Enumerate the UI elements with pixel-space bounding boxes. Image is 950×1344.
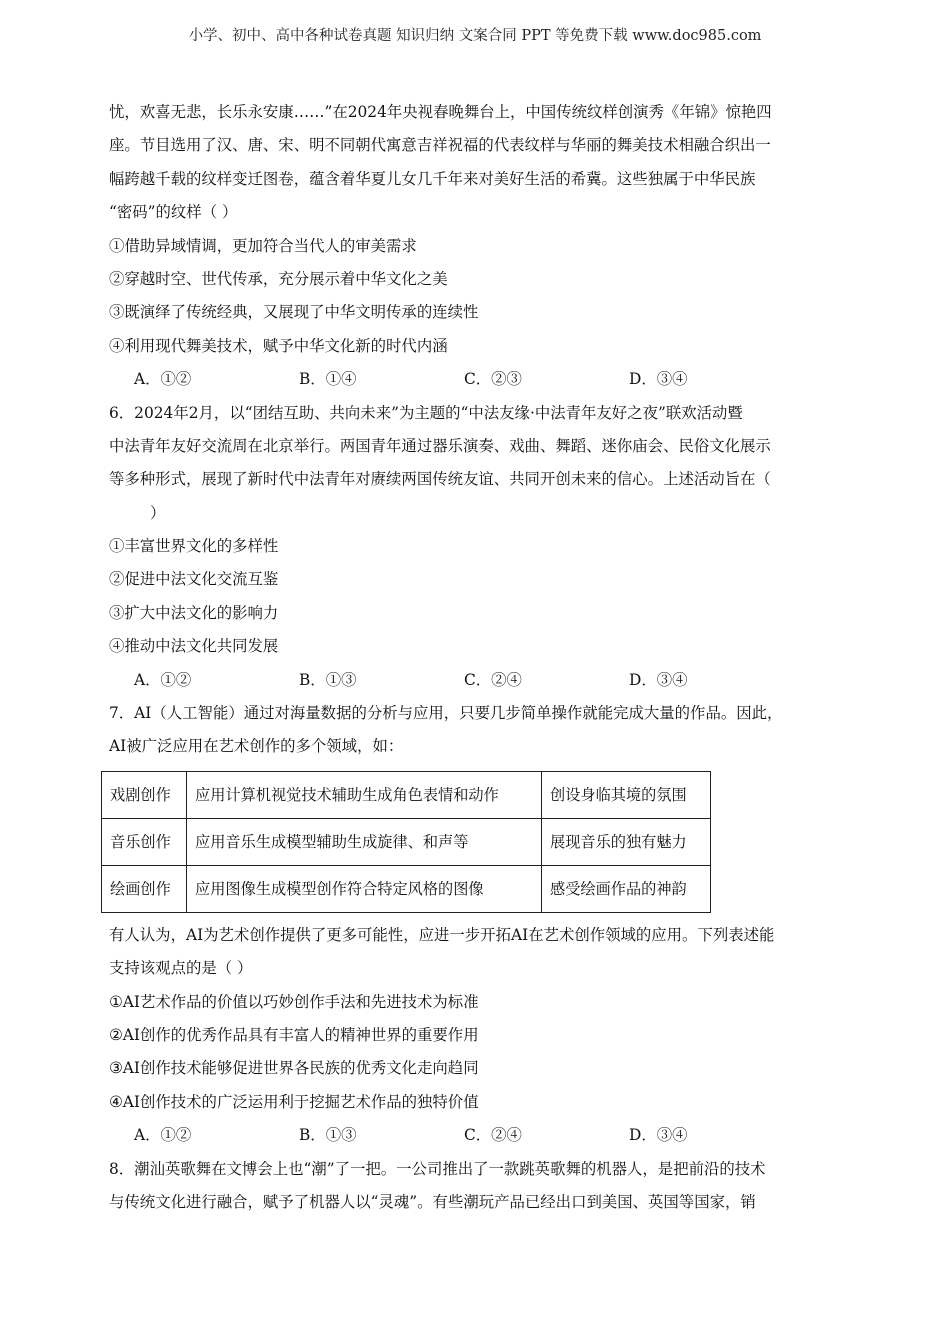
q6-stem-line: 中法青年友好交流周在北京举行。两国青年通过器乐演奏、戏曲、舞蹈、迷你庙会、民俗文化展示	[109, 436, 771, 455]
question-8	[109, 1153, 845, 1220]
q7-option-b: B．①③	[299, 1126, 357, 1145]
q6-option-b: B．①③	[299, 670, 357, 689]
q7-statement: ④AI创作技术的广泛运用利于挖掘艺术作品的独特价值	[109, 1092, 479, 1111]
q5-stem-line: 座。节目选用了汉、唐、宋、明不同朝代寓意吉祥祝福的代表纹样与华丽的舞美技术相融合织出一	[109, 136, 771, 155]
q5-options	[109, 363, 845, 396]
q7-option-d: D．③④	[629, 1126, 688, 1145]
q5-statement: ①借助异域情调，更加符合当代人的审美需求	[109, 236, 417, 255]
q5-option-a: A．①②	[134, 370, 192, 389]
table-cell: 应用音乐生成模型辅助生成旋律、和声等	[187, 818, 542, 865]
q5-statement: ④利用现代舞美技术，赋予中华文化新的时代内涵	[109, 336, 448, 355]
q7-stem-line: 7．AI（人工智能）通过对海量数据的分析与应用，只要几步简单操作就能完成大量的作品。因此，	[109, 704, 783, 723]
ai-application-table	[101, 771, 711, 913]
q6-option-d: D．③④	[629, 670, 688, 689]
q5-statement: ②穿越时空、世代传承，充分展示着中华文化之美	[109, 269, 448, 288]
q7-after-line: 有人认为，AI为艺术创作提供了更多可能性，应进一步开拓AI在艺术创作领域的应用。下列表述能	[109, 925, 775, 944]
table-cell: 应用计算机视觉技术辅助生成角色表情和动作	[187, 771, 542, 818]
q6-stem-line: 6．2024年2月，以“团结互助、共向未来”为主题的“中法友缘·中法青年友好之夜”联欢活动暨	[109, 403, 743, 422]
question-7	[109, 697, 845, 1153]
table-row	[102, 865, 711, 912]
q6-options	[109, 664, 845, 697]
document-body	[109, 96, 845, 1219]
q7-statement: ③AI创作技术能够促进世界各民族的优秀文化走向趋同	[109, 1059, 479, 1078]
q8-stem-line: 与传统文化进行融合，赋予了机器人以“灵魂”。有些潮玩产品已经出口到美国、英国等国家，销	[109, 1192, 756, 1211]
q7-options	[109, 1119, 845, 1152]
q7-option-a: A．①②	[134, 1126, 192, 1145]
table-row	[102, 771, 711, 818]
q6-statement: ②促进中法文化交流互鉴	[109, 570, 279, 589]
q5-statement: ③既演绎了传统经典，又展现了中华文明传承的连续性	[109, 303, 479, 322]
q6-statement: ①丰富世界文化的多样性	[109, 537, 279, 556]
table-cell: 创设身临其境的氛围	[542, 771, 711, 818]
q6-option-c: C．②④	[464, 670, 522, 689]
q7-statement: ②AI创作的优秀作品具有丰富人的精神世界的重要作用	[109, 1025, 479, 1044]
table-cell: 应用图像生成模型创作符合特定风格的图像	[187, 865, 542, 912]
table-cell: 绘画创作	[102, 865, 187, 912]
q5-stem-line: 忧，欢喜无悲，长乐永安康……”在2024年央视春晚舞台上，中国传统纹样创演秀《年锦》惊艳四	[109, 103, 772, 121]
q6-option-a: A．①②	[134, 670, 192, 689]
q8-stem-line: 8．潮汕英歌舞在文博会上也“潮”了一把。一公司推出了一款跳英歌舞的机器人，是把前沿的技术	[109, 1159, 766, 1178]
q5-stem-line: “密码”的纹样（ ）	[109, 203, 238, 222]
table-row	[102, 818, 711, 865]
q7-option-c: C．②④	[464, 1126, 522, 1145]
question-6	[109, 397, 845, 698]
q7-stem-line: AI被广泛应用在艺术创作的多个领域，如：	[109, 737, 404, 756]
table-cell: 音乐创作	[102, 818, 187, 865]
table-cell: 展现音乐的独有魅力	[542, 818, 711, 865]
table-cell: 感受绘画作品的神韵	[542, 865, 711, 912]
q6-stem-line: ）	[150, 503, 166, 522]
page-header: 小学、初中、高中各种试卷真题 知识归纳 文案合同 PPT 等免费下载 www.doc985.com	[188, 28, 762, 44]
table-cell: 戏剧创作	[102, 771, 187, 818]
q6-statement: ③扩大中法文化的影响力	[109, 603, 279, 622]
q5-option-c: C．②③	[464, 370, 522, 389]
q5-option-d: D．③④	[629, 370, 688, 389]
q5-stem-line: 幅跨越千载的纹样变迁图卷，蕴含着华夏儿女几千年来对美好生活的希冀。这些独属于中华民族	[109, 169, 756, 188]
q7-statement: ①AI艺术作品的价值以巧妙创作手法和先进技术为标准	[109, 992, 479, 1011]
q6-statement: ④推动中法文化共同发展	[109, 637, 279, 656]
q7-after-line: 支持该观点的是（ ）	[109, 959, 253, 978]
q5-option-b: B．①④	[299, 370, 357, 389]
q6-stem-line: 等多种形式，展现了新时代中法青年对赓续两国传统友谊、共同开创未来的信心。上述活动旨在（	[109, 470, 771, 489]
question-5	[109, 96, 845, 397]
